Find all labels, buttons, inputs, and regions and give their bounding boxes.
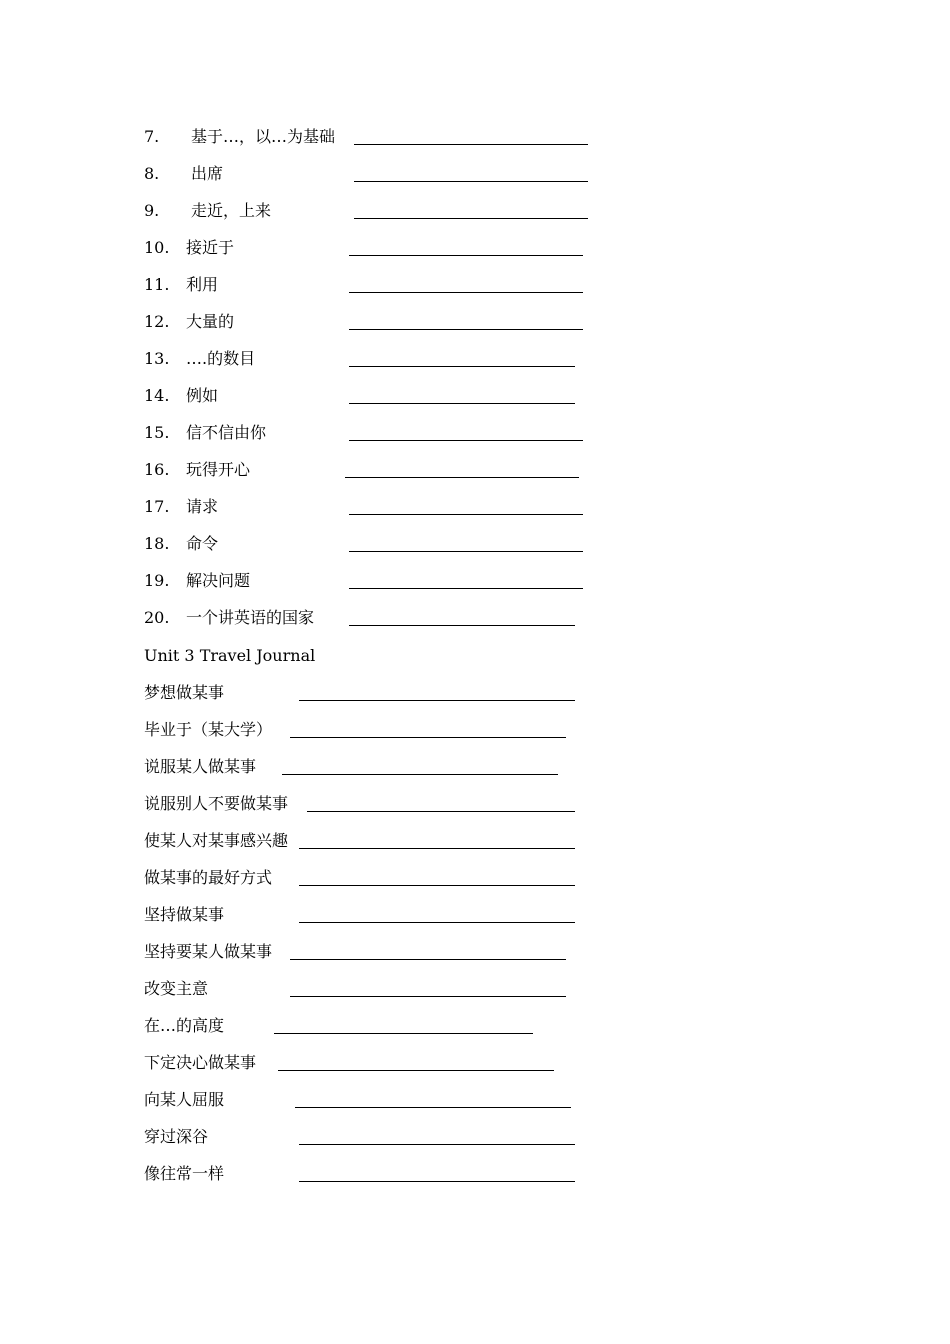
answer-blank[interactable] bbox=[299, 700, 575, 701]
list-item bbox=[144, 201, 614, 238]
list-item bbox=[144, 349, 614, 386]
list-item bbox=[144, 794, 614, 831]
list-item bbox=[144, 979, 614, 1016]
item-number: 20. bbox=[144, 608, 170, 627]
item-phrase: 使某人对某事感兴趣 bbox=[144, 831, 289, 850]
answer-blank[interactable] bbox=[354, 181, 588, 182]
list-item bbox=[144, 831, 614, 868]
answer-blank[interactable] bbox=[349, 329, 583, 330]
item-phrase: 基于…，以…为基础 bbox=[191, 127, 336, 146]
item-number: 18. bbox=[144, 534, 170, 553]
item-phrase: 说服某人做某事 bbox=[144, 757, 257, 776]
item-phrase: 坚持做某事 bbox=[144, 905, 225, 924]
list-item bbox=[144, 683, 614, 720]
item-number: 13. bbox=[144, 349, 170, 368]
answer-blank[interactable] bbox=[345, 477, 579, 478]
answer-blank[interactable] bbox=[349, 403, 575, 404]
item-phrase: 命令 bbox=[186, 534, 219, 553]
list-item bbox=[144, 127, 614, 164]
item-phrase: 梦想做某事 bbox=[144, 683, 225, 702]
item-phrase: 玩得开心 bbox=[186, 460, 251, 479]
item-number: 19. bbox=[144, 571, 170, 590]
list-item bbox=[144, 757, 614, 794]
item-number: 9. bbox=[144, 201, 160, 220]
item-number: 14. bbox=[144, 386, 170, 405]
answer-blank[interactable] bbox=[299, 922, 575, 923]
answer-blank[interactable] bbox=[290, 737, 566, 738]
list-item bbox=[144, 497, 614, 534]
item-phrase: 接近于 bbox=[186, 238, 235, 257]
list-item bbox=[144, 608, 614, 645]
item-phrase: 坚持要某人做某事 bbox=[144, 942, 273, 961]
item-phrase: 请求 bbox=[186, 497, 219, 516]
list-item bbox=[144, 460, 614, 497]
answer-blank[interactable] bbox=[299, 885, 575, 886]
item-phrase: ….的数目 bbox=[186, 349, 256, 368]
item-number: 8. bbox=[144, 164, 160, 183]
item-number: 17. bbox=[144, 497, 170, 516]
list-item bbox=[144, 164, 614, 201]
answer-blank[interactable] bbox=[299, 1181, 575, 1182]
item-phrase: 穿过深谷 bbox=[144, 1127, 209, 1146]
list-item bbox=[144, 423, 614, 460]
item-number: 12. bbox=[144, 312, 170, 331]
item-phrase: 利用 bbox=[186, 275, 219, 294]
item-phrase: 向某人屈服 bbox=[144, 1090, 225, 1109]
answer-blank[interactable] bbox=[349, 255, 583, 256]
answer-blank[interactable] bbox=[349, 514, 583, 515]
item-phrase: 改变主意 bbox=[144, 979, 209, 998]
list-item bbox=[144, 942, 614, 979]
list-item bbox=[144, 571, 614, 608]
item-phrase: 在…的高度 bbox=[144, 1016, 225, 1035]
item-phrase: 例如 bbox=[186, 386, 219, 405]
item-number: 11. bbox=[144, 275, 170, 294]
item-phrase: 做某事的最好方式 bbox=[144, 868, 273, 887]
item-number: 15. bbox=[144, 423, 170, 442]
answer-blank[interactable] bbox=[349, 588, 583, 589]
list-item bbox=[144, 312, 614, 349]
list-item bbox=[144, 1090, 614, 1127]
answer-blank[interactable] bbox=[274, 1033, 533, 1034]
answer-blank[interactable] bbox=[282, 774, 558, 775]
answer-blank[interactable] bbox=[349, 292, 583, 293]
answer-blank[interactable] bbox=[290, 959, 566, 960]
answer-blank[interactable] bbox=[349, 440, 583, 441]
answer-blank[interactable] bbox=[295, 1107, 571, 1108]
item-phrase: 走近，上来 bbox=[191, 201, 272, 220]
item-phrase: 信不信由你 bbox=[186, 423, 267, 442]
answer-blank[interactable] bbox=[349, 625, 575, 626]
item-phrase: 解决问题 bbox=[186, 571, 251, 590]
item-phrase: 一个讲英语的国家 bbox=[186, 608, 315, 627]
list-item bbox=[144, 386, 614, 423]
item-phrase: 像往常一样 bbox=[144, 1164, 225, 1183]
item-phrase: 大量的 bbox=[186, 312, 235, 331]
list-item bbox=[144, 534, 614, 571]
item-phrase: 下定决心做某事 bbox=[144, 1053, 257, 1072]
answer-blank[interactable] bbox=[278, 1070, 554, 1071]
list-item bbox=[144, 720, 614, 757]
answer-blank[interactable] bbox=[354, 144, 588, 145]
answer-blank[interactable] bbox=[349, 366, 575, 367]
item-phrase: 毕业于（某大学） bbox=[144, 720, 273, 739]
answer-blank[interactable] bbox=[290, 996, 566, 997]
list-item bbox=[144, 275, 614, 312]
answer-blank[interactable] bbox=[307, 811, 575, 812]
item-number: 10. bbox=[144, 238, 170, 257]
answer-blank[interactable] bbox=[299, 1144, 575, 1145]
list-item bbox=[144, 1016, 614, 1053]
answer-blank[interactable] bbox=[349, 551, 583, 552]
list-item bbox=[144, 868, 614, 905]
list-item bbox=[144, 1127, 614, 1164]
answer-blank[interactable] bbox=[299, 848, 575, 849]
list-item bbox=[144, 1164, 614, 1201]
list-item bbox=[144, 905, 614, 942]
item-number: 16. bbox=[144, 460, 170, 479]
section-title: Unit 3 Travel Journal bbox=[144, 646, 316, 665]
item-phrase: 出席 bbox=[191, 164, 224, 183]
item-phrase: 说服别人不要做某事 bbox=[144, 794, 289, 813]
list-item bbox=[144, 1053, 614, 1090]
list-item bbox=[144, 238, 614, 275]
answer-blank[interactable] bbox=[354, 218, 588, 219]
item-number: 7. bbox=[144, 127, 160, 146]
